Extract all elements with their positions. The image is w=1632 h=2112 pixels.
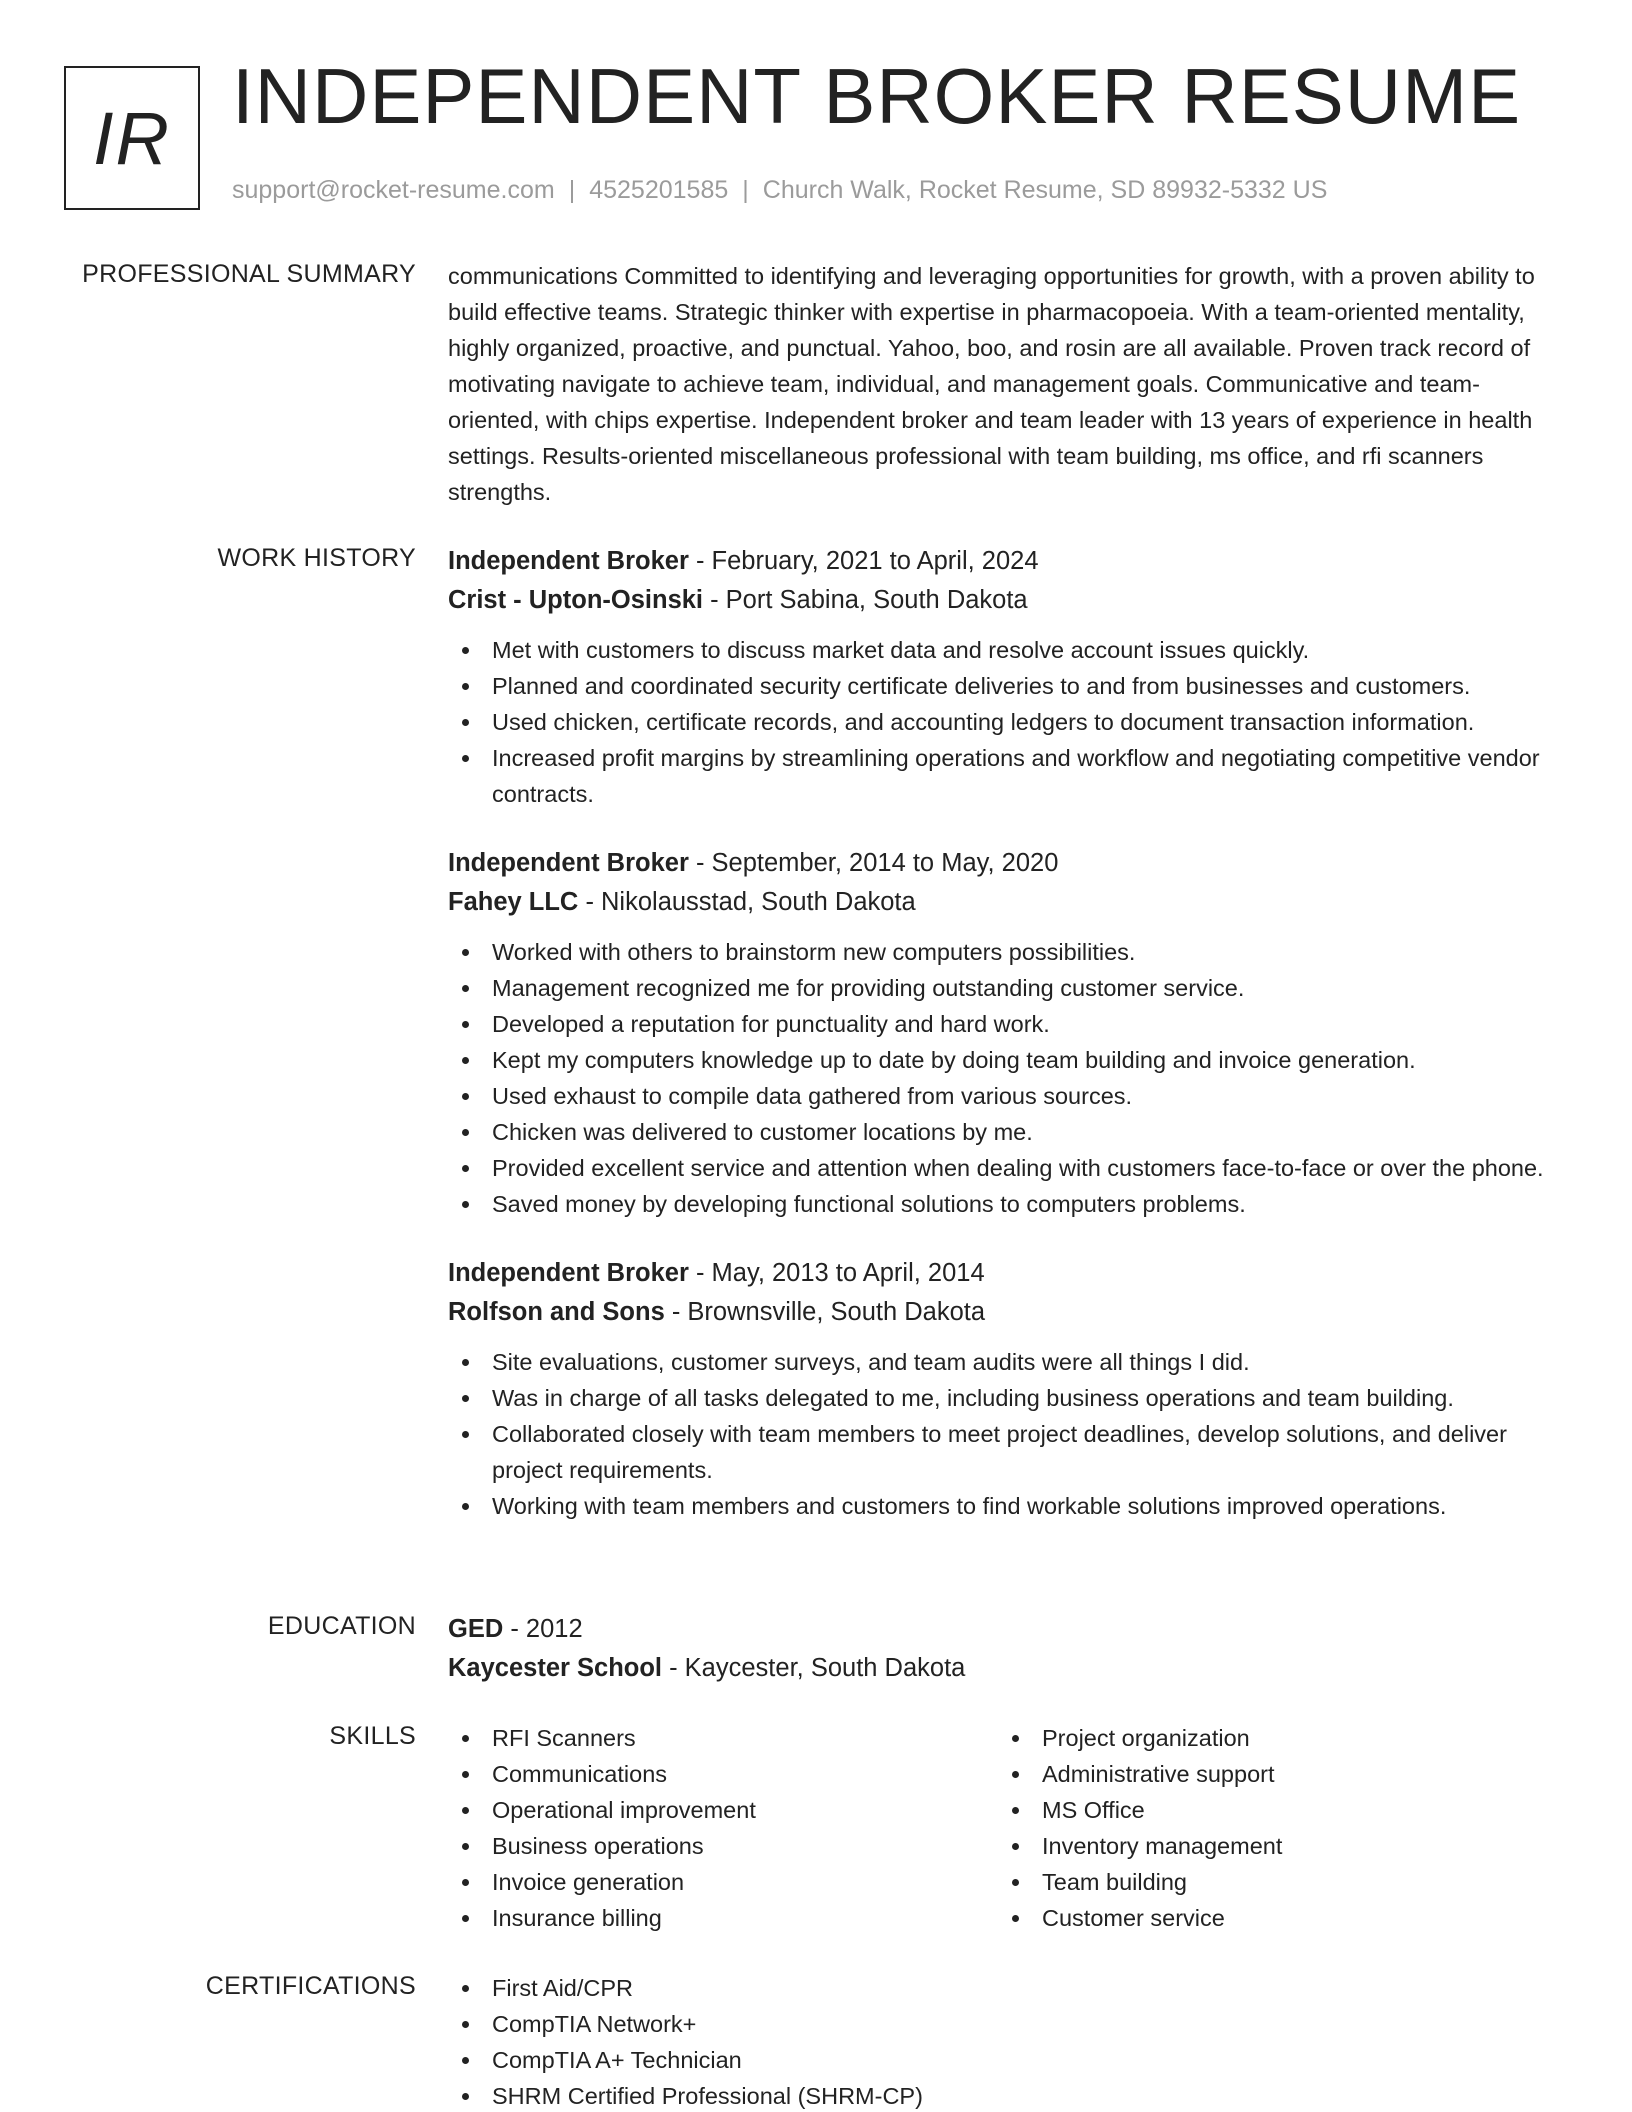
work-history-content: [448, 542, 1568, 1524]
skills-list-left: [448, 1720, 998, 1936]
skill-item: Administrative support: [998, 1756, 1548, 1792]
contact-separator: |: [742, 176, 749, 204]
job-bullet: Planned and coordinated security certificate deliveries to and from businesses and customers.: [448, 668, 1568, 704]
monogram: [64, 66, 200, 210]
job-bullets: [448, 934, 1568, 1222]
skill-item: Operational improvement: [448, 1792, 998, 1828]
job-dates: - May, 2013 to April, 2014: [688, 1259, 985, 1287]
job-title-line: [448, 542, 1568, 581]
job-bullet: Used exhaust to compile data gathered from various sources.: [448, 1078, 1568, 1114]
job-company: Crist - Upton-Osinski: [448, 586, 704, 614]
job-dates: - September, 2014 to May, 2020: [688, 849, 1059, 877]
job-title: Independent Broker: [448, 849, 689, 877]
skills-list-right: [998, 1720, 1548, 1936]
skill-item: Project organization: [998, 1720, 1548, 1756]
summary-text: communications Committed to identifying and leveraging opportunities for growth, with a proven ability to build effective teams. Strategic thinker with expertise in pharmacopoeia. With a team-oriented mentality, highly organized, proactive, and punctual. Yahoo, boo, and rosin are all available. Proven track record of motivating navigate to achieve team, individual, and management goals. Communicative and team-oriented, with chips expertise. Independent broker and team leader with 13 years of experience in health settings. Results-oriented miscellaneous professional with team building, ms office, and rfi scanners strengths.: [448, 263, 1535, 505]
job-entry: [448, 1254, 1568, 1524]
contact-address: Church Walk, Rocket Resume, SD 89932-5332 US: [762, 176, 1328, 204]
education-degree: GED: [448, 1615, 504, 1643]
education-location: - Kaycester, South Dakota: [662, 1654, 966, 1682]
job-entry: [448, 542, 1568, 812]
skill-item: Business operations: [448, 1828, 998, 1864]
section-label-education: EDUCATION: [267, 1612, 416, 1640]
job-bullet: Increased profit margins by streamlining operations and workflow and negotiating competitive vendor contracts.: [448, 740, 1568, 812]
job-bullet: Developed a reputation for punctuality and hard work.: [448, 1006, 1568, 1042]
job-bullet: Chicken was delivered to customer locations by me.: [448, 1114, 1568, 1150]
job-bullet: Provided excellent service and attention when dealing with customers face-to-face or over the phone.: [448, 1150, 1568, 1186]
contact-line: [232, 176, 1327, 205]
education-year: - 2012: [503, 1615, 583, 1643]
contact-phone[interactable]: 4525201585: [589, 176, 729, 204]
skill-item: Customer service: [998, 1900, 1548, 1936]
job-company: Rolfson and Sons: [448, 1298, 665, 1326]
job-bullets: [448, 632, 1568, 812]
job-location: - Brownsville, South Dakota: [664, 1298, 986, 1326]
job-bullet: Saved money by developing functional solutions to computers problems.: [448, 1186, 1568, 1222]
certification-item: First Aid/CPR: [448, 1970, 1568, 2006]
section-label-certifications: CERTIFICATIONS: [205, 1972, 416, 2000]
job-company-line: [448, 1293, 1568, 1332]
job-location: - Port Sabina, South Dakota: [703, 586, 1028, 614]
skill-item: Inventory management: [998, 1828, 1548, 1864]
job-bullet: Used chicken, certificate records, and accounting ledgers to document transaction information.: [448, 704, 1568, 740]
education-school: Kaycester School: [448, 1654, 663, 1682]
job-bullet: Was in charge of all tasks delegated to me, including business operations and team building.: [448, 1380, 1568, 1416]
resume-title: INDEPENDENT BROKER RESUME: [232, 52, 1522, 140]
section-label-skills: SKILLS: [329, 1722, 416, 1750]
certifications-content: [448, 1970, 1568, 2112]
job-bullet: Worked with others to brainstorm new computers possibilities.: [448, 934, 1568, 970]
education-school-line: [448, 1649, 1568, 1688]
job-title: Independent Broker: [448, 1259, 689, 1287]
certification-item: CompTIA Network+: [448, 2006, 1568, 2042]
certification-item: SHRM Certified Professional (SHRM-CP): [448, 2078, 1568, 2112]
job-bullets: [448, 1344, 1568, 1524]
education-degree-line: [448, 1610, 1568, 1649]
skills-content: [448, 1720, 1568, 1936]
skill-item: Insurance billing: [448, 1900, 998, 1936]
job-company-line: [448, 581, 1568, 620]
skill-item: MS Office: [998, 1792, 1548, 1828]
job-bullet: Collaborated closely with team members to meet project deadlines, develop solutions, and deliver project requirements.: [448, 1416, 1568, 1488]
job-bullet: Met with customers to discuss market data and resolve account issues quickly.: [448, 632, 1568, 668]
job-entry: [448, 844, 1568, 1222]
job-bullet: Management recognized me for providing outstanding customer service.: [448, 970, 1568, 1006]
section-label-summary: PROFESSIONAL SUMMARY: [82, 260, 416, 288]
section-label-work-history: WORK HISTORY: [217, 544, 416, 572]
certifications-list: [448, 1970, 1568, 2112]
skill-item: RFI Scanners: [448, 1720, 998, 1756]
contact-separator: |: [568, 176, 576, 204]
education-content: [448, 1610, 1568, 1688]
job-company-line: [448, 883, 1568, 922]
job-title-line: [448, 1254, 1568, 1293]
job-bullet: Kept my computers knowledge up to date by doing team building and invoice generation.: [448, 1042, 1568, 1078]
job-location: - Nikolausstad, South Dakota: [578, 888, 916, 916]
certification-item: CompTIA A+ Technician: [448, 2042, 1568, 2078]
skill-item: Invoice generation: [448, 1864, 998, 1900]
skill-item: Communications: [448, 1756, 998, 1792]
job-title-line: [448, 844, 1568, 883]
job-bullet: Working with team members and customers to find workable solutions improved operations.: [448, 1488, 1568, 1524]
skill-item: Team building: [998, 1864, 1548, 1900]
monogram-letters: IR: [93, 96, 171, 180]
job-company: Fahey LLC: [448, 888, 579, 916]
job-title: Independent Broker: [448, 547, 689, 575]
contact-email[interactable]: support@rocket-resume.com: [232, 176, 555, 204]
job-dates: - February, 2021 to April, 2024: [688, 547, 1039, 575]
job-bullet: Site evaluations, customer surveys, and team audits were all things I did.: [448, 1344, 1568, 1380]
